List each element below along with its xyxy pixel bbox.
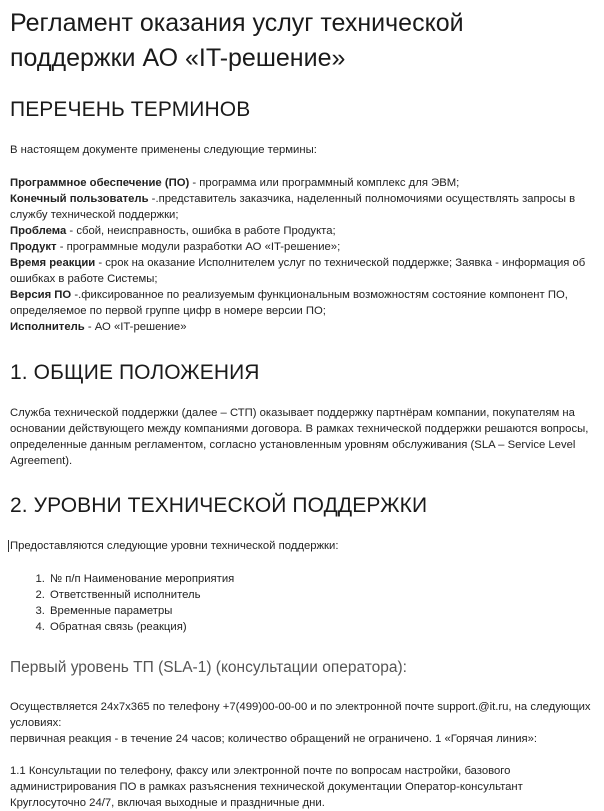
term-definition: - программа или программный комплекс для ЭВМ; (189, 177, 460, 189)
term-item (10, 239, 594, 255)
section1-text: Служба технической поддержки (далее – СТП) оказывает поддержку партнёрам компании, покупателям на основании действующего между компаниями договора. В рамках технической поддержки решаются вопросы, определенные данным регламентом, согласно установленным уровням обслуживания (SLA – Service Level Agreement). (10, 407, 589, 467)
section2-lead[interactable] (10, 538, 594, 554)
support-levels-list (10, 571, 594, 635)
term-name: Проблема (10, 225, 67, 237)
spacer (10, 747, 594, 763)
term-name: Время реакции (10, 257, 96, 269)
level1-item: 1.1 Консультации по телефону, факсу или электронной почте по вопросам настройки, базового администрирования ПО в рамках разъяснения технической документации Оператор-консультант Круглосуточно 24/7, включая выходные и праздничные дни. (10, 765, 523, 809)
term-name: Программное обеспечение (ПО) (10, 177, 190, 189)
term-definition: -.фиксированное по реализуемым функциональным возможностям состояние компонент ПО, определяемое по первой группе цифр в номере версии ПО; (10, 289, 568, 317)
term-name: Исполнитель (10, 321, 85, 333)
section2-lead-text: Предоставляются следующие уровни технической поддержки: (10, 540, 339, 552)
term-definition: - АО «IT-решение» (84, 321, 187, 333)
term-name: Конечный пользователь (10, 193, 149, 205)
level1-reaction: первичная реакция - в течение 24 часов; количество обращений не ограничено. 1 «Горячая линия»: (10, 733, 538, 745)
section2-heading: 2. УРОВНИ ТЕХНИЧЕСКОЙ ПОДДЕРЖКИ (10, 494, 428, 517)
term-definition: - срок на оказание Исполнителем услуг по технической поддержке; Заявка - информация об ошибках в работе Системы; (10, 257, 586, 285)
list-item: 1. № п/п Наименование мероприятия (48, 571, 594, 587)
terms-intro: В настоящем документе применены следующие термины: (10, 144, 317, 156)
term-item (10, 175, 594, 191)
term-item (10, 319, 594, 335)
term-definition: -.представитель заказчика, наделенный полномочиями осуществлять запросы в службу технической поддержки; (10, 193, 576, 221)
list-item: 4. Обратная связь (реакция) (48, 619, 594, 635)
document-title: Регламент оказания услуг технической поддержки АО «IT-решение» (10, 9, 464, 72)
section1-heading: 1. ОБЩИЕ ПОЛОЖЕНИЯ (10, 361, 260, 384)
terms-list (10, 175, 594, 335)
term-item (10, 223, 594, 239)
term-item (10, 287, 594, 319)
term-name: Версия ПО (10, 289, 72, 301)
term-definition: - программные модули разработки АО «IT-решение»; (56, 241, 341, 253)
level1-heading: Первый уровень ТП (SLA-1) (консультации оператора): (10, 659, 407, 676)
term-name: Продукт (10, 241, 57, 253)
term-item (10, 191, 594, 223)
list-item: 3. Временные параметры (48, 603, 594, 619)
list-item: 2. Ответственный исполнитель (48, 587, 594, 603)
term-item (10, 255, 594, 287)
terms-heading: ПЕРЕЧЕНЬ ТЕРМИНОВ (10, 98, 251, 121)
term-definition: - сбой, неисправность, ошибка в работе Продукта; (66, 225, 336, 237)
level1-conditions: Осуществляется 24х7х365 по телефону +7(499)00-00-00 и по электронной почте support.@it.ru, на следующих условиях: (10, 701, 591, 729)
